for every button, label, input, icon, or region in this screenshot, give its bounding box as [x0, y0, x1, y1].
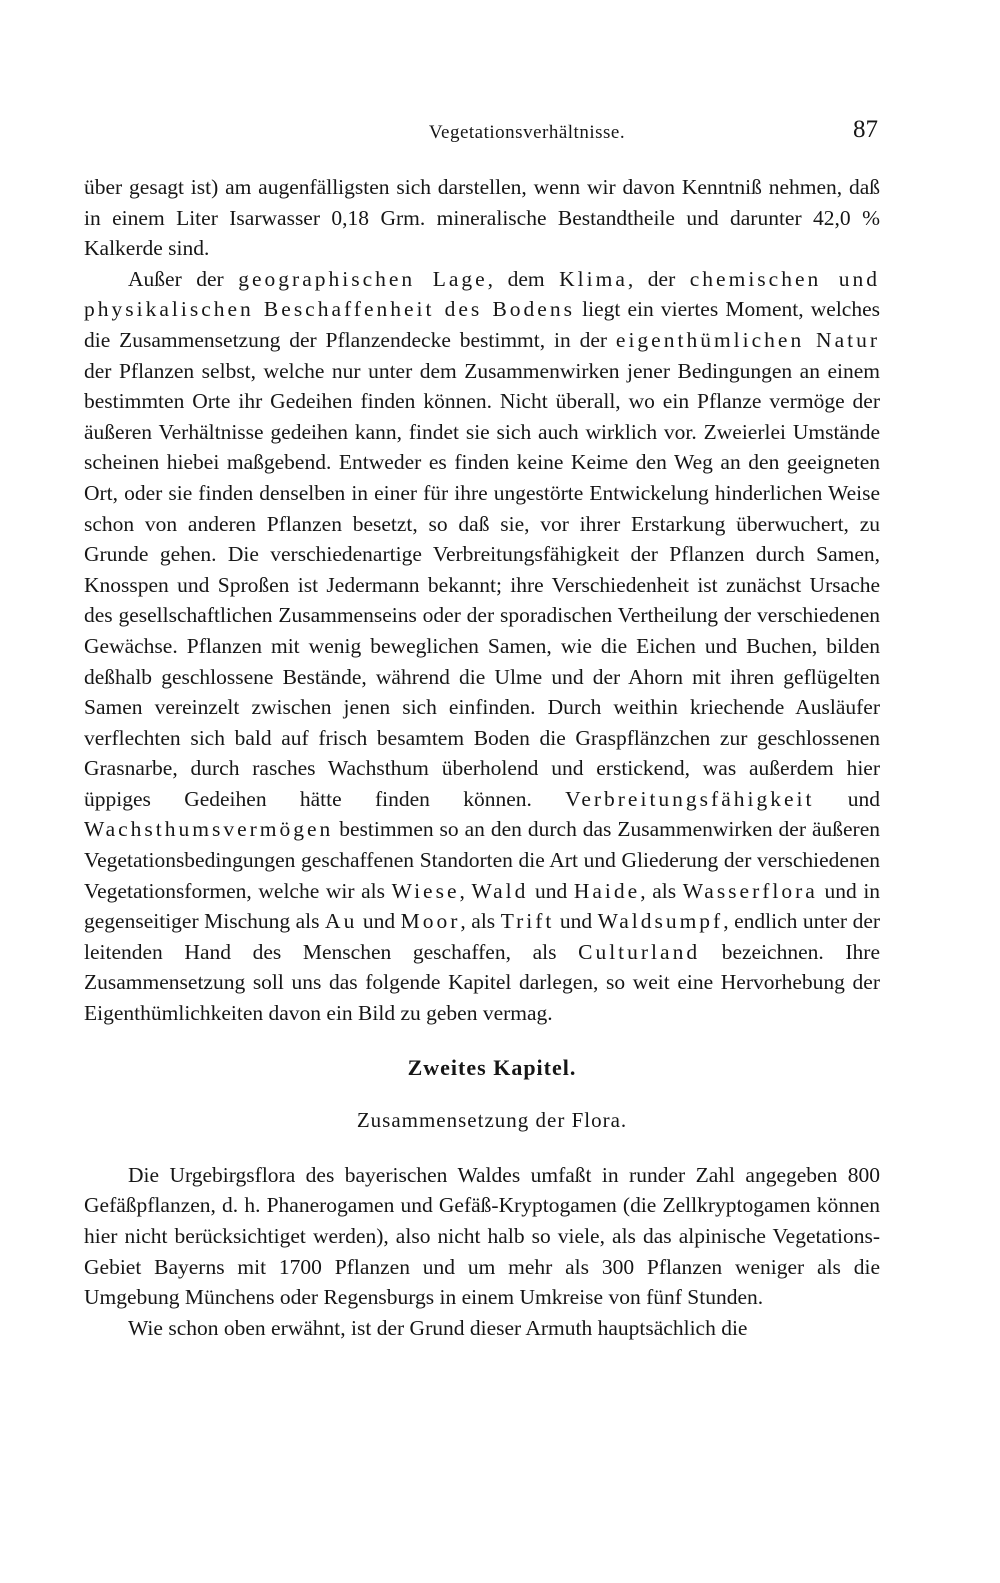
emphasis-moor: Moor [400, 909, 461, 934]
text-run: und [362, 909, 396, 934]
emphasis-au: Au [325, 909, 358, 934]
text-run: , als [460, 909, 496, 934]
emphasis-geographische-lage: geographischen Lage [238, 266, 488, 291]
emphasis-wald: Wald [471, 878, 529, 903]
text-run: , dem [487, 266, 545, 291]
page-body [84, 172, 880, 1343]
chapter-heading: Zweites Kapitel. [407, 1054, 577, 1080]
paragraph-flora-count: Die Urgebirgsflora des bayerischen Waldes umfaßt in runder Zahl angegeben 800 Gefäßpflanzen, d. h. Phanerogamen und Gefäß-Kryptogamen (die Zellkryptogamen können hier nicht berücksichtiget werden), also nicht halb so viele, als das alpinische Vegetations-Gebiet Bayerns mit 1700 Pflanzen und um mehr als 300 Pflanzen weniger als die Umgebung Münchens oder Regensburgs in einem Umkreise von fünf Stunden. [84, 1162, 880, 1310]
text-run: , endlich unter der leitenden Hand des Menschen geschaffen, als [84, 909, 881, 964]
text-run: , der [627, 266, 676, 291]
running-title: Vegetationsverhältnisse. [428, 122, 626, 143]
emphasis-verbreitungsfaehigkeit: Verbreitungsfähigkeit [565, 786, 815, 811]
emphasis-waldsumpf: Waldsumpf [597, 909, 724, 934]
text-run: liegt ein viertes Moment, welches die Zusammensetzung der Pflanzendecke bestimmt, in der [84, 297, 881, 352]
emphasis-haide: Haide [573, 878, 641, 903]
text-run: , als [640, 878, 677, 903]
paragraph-continuation: über gesagt ist) am augenfälligsten sich darstellen, wenn wir davon Kenntniß nehmen, daß in einem Liter Isarwasser 0,18 Grm. mineralische Bestandtheile und darunter 42,0 % Kalkerde sind. [84, 175, 880, 261]
section-heading: Zusammensetzung der Flora. [356, 1108, 628, 1133]
emphasis-natur: eigenthümlichen Natur [615, 327, 881, 352]
emphasis-culturland: Culturland [578, 939, 701, 964]
paragraph-vegetation-factors [84, 264, 880, 1029]
text-run: bezeichnen. Ihre Zusammensetzung soll uns das folgende Kapitel darlegen, so weit eine Hervorhebung der Eigenthümlichkeiten davon ein Bild zu geben vermag. [84, 939, 880, 1026]
text-run: und [847, 786, 881, 811]
text-run: und in gegenseitiger Mischung als [84, 878, 881, 934]
text-run: bestimmen so an den durch das Zusammenwirken der äußeren Vegetationsbedingungen geschaffenen Standorten die Art und Gliederung der verschiedenen Vegetationsformen, welche wir als [84, 817, 880, 903]
text-run: und [559, 909, 593, 934]
emphasis-wiese: Wiese [391, 878, 460, 903]
emphasis-boden: chemischen und physikalischen Beschaffenheit des Bodens [84, 266, 881, 322]
page-header [84, 116, 880, 152]
emphasis-klima: Klima [559, 266, 628, 291]
text-run: und [534, 878, 568, 903]
emphasis-wachsthumsvermoegen: Wachsthumsvermögen [84, 817, 334, 842]
paragraph-armuth: Wie schon oben erwähnt, ist der Grund dieser Armuth hauptsächlich die [128, 1315, 748, 1340]
text-run: Außer der [128, 266, 224, 291]
text-run: , [459, 878, 465, 903]
page-number: 87 [853, 116, 878, 143]
emphasis-wasserflora: Wasserflora [682, 878, 818, 903]
text-run: der Pflanzen selbst, welche nur unter dem Zusammenwirken jener Bedingungen an einem bestimmten Orte ihr Gedeihen finden können. Nicht überall, wo ein Pflanze vermöge der äußeren Verhältnisse gedeihen kann, findet sie sich auch wirklich vor. Zweierlei Umstände scheinen hiebei maßgebend. Entweder es finden keine Keime den Weg an den geeigneten Ort, oder sie finden denselben in einer für ihre ungestörte Entwickelung hinderlichen Weise schon von anderen Pflanzen besetzt, so daß sie, vor ihrer Erstarkung überwuchert, zu Grunde gehen. Die verschiedenartige Verbreitungsfähigkeit der Pflanzen durch Samen, Knosspen und Sproßen ist Jedermann bekannt; ihre Verschiedenheit ist zunächst Ursache des gesellschaftlichen Zusammenseins oder der sporadischen Vertheilung der verschiedenen Gewächse. Pflanzen mit wenig beweglichen Samen, wie die Eichen und Buchen, bilden deßhalb geschlossene Bestände, während die Ulme und der Ahorn mit ihren geflügelten Samen vereinzelt zwischen jenen sich einfinden. Durch weithin kriechende Ausläufer verflechten sich bald auf frisch besamtem Boden die Graspflänzchen zur geschlossenen Grasnarbe, durch rasches Wachsthum überholend und erstickend, was außerdem hier üppiges Gedeihen hätte finden können. [84, 358, 880, 811]
emphasis-trift: Trift [500, 909, 555, 934]
